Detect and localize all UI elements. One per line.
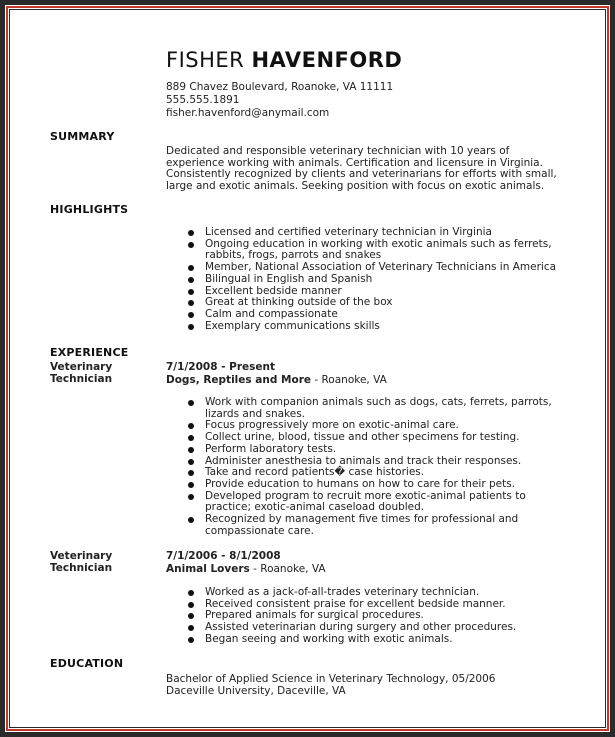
last-name: HAVENFORD	[251, 48, 403, 72]
list-item: Excellent bedside manner	[188, 286, 558, 298]
summary-heading: SUMMARY	[50, 130, 115, 143]
company-name: Dogs, Reptiles and More	[166, 374, 312, 386]
list-item: Began seeing and working with exotic animals.	[188, 634, 558, 646]
resume-name	[166, 48, 402, 72]
list-item: Member, National Association of Veterinary Technicians in America	[188, 262, 558, 274]
job-role	[50, 362, 112, 385]
list-item: Collect urine, blood, tissue and other specimens for testing.	[188, 432, 558, 444]
list-item: Take and record patients� case histories.	[188, 467, 558, 479]
list-item: Recognized by management five times for professional and compassionate care.	[188, 514, 558, 537]
list-item: Received consistent praise for excellent bedside manner.	[188, 599, 558, 611]
job-role-line: Technician	[50, 372, 113, 385]
education-block	[166, 673, 495, 697]
company-name: Animal Lovers	[166, 563, 250, 575]
job-role-line: Technician	[50, 561, 113, 574]
list-item: Exemplary communications skills	[188, 321, 558, 333]
education-school: Daceville University, Daceville, VA	[166, 685, 346, 697]
job-dates: 7/1/2008 - Present	[166, 361, 276, 373]
list-item: Perform laboratory tests.	[188, 444, 558, 456]
education-heading: EDUCATION	[50, 657, 124, 670]
list-item: Great at thinking outside of the box	[188, 297, 558, 309]
phone: 555.555.1891	[166, 94, 240, 106]
experience-heading: EXPERIENCE	[50, 346, 129, 359]
job-duties-list	[188, 587, 558, 646]
company-location: - Roanoke, VA	[249, 563, 326, 575]
job-role-line: Veterinary	[50, 361, 113, 373]
highlights-list	[188, 227, 558, 332]
first-name: FISHER	[166, 48, 245, 72]
list-item: Ongoing education in working with exotic animals such as ferrets, rabbits, frogs, parrots and snakes	[188, 239, 558, 262]
list-item: Licensed and certified veterinary technician in Virginia	[188, 227, 558, 239]
list-item: Provide education to humans on how to care for their pets.	[188, 479, 558, 491]
contact-block	[166, 81, 393, 120]
highlights-heading: HIGHLIGHTS	[50, 203, 129, 216]
job-dates: 7/1/2006 - 8/1/2008	[166, 550, 281, 562]
company-location: - Roanoke, VA	[311, 374, 387, 386]
list-item: Bilingual in English and Spanish	[188, 274, 558, 286]
list-item: Worked as a jack-of-all-trades veterinary technician.	[188, 587, 558, 599]
list-item: Administer anesthesia to animals and track their responses.	[188, 456, 558, 468]
list-item: Calm and compassionate	[188, 309, 558, 321]
list-item: Prepared animals for surgical procedures.	[188, 610, 558, 622]
education-degree: Bachelor of Applied Science in Veterinary Technology, 05/2006	[166, 673, 496, 685]
job-duties-list	[188, 397, 558, 537]
email: fisher.havenford@anymail.com	[166, 107, 330, 119]
list-item: Focus progressively more on exotic-animal care.	[188, 420, 558, 432]
job-role	[50, 551, 112, 574]
summary-text: Dedicated and responsible veterinary technician with 10 years of experience working with animals. Certification and licensure in Virginia. Consistently recognized by clients and veterinarians for efforts with small, large and exotic animals. Seeking position with focus on exotic animals.	[166, 145, 557, 193]
list-item: Assisted veterinarian during surgery and other procedures.	[188, 622, 558, 634]
job-company	[166, 374, 387, 386]
job-role-line: Veterinary	[50, 550, 113, 562]
list-item: Developed program to recruit more exotic-animal patients to practice; exotic-animal caseload doubled.	[188, 491, 558, 514]
list-item: Work with companion animals such as dogs, cats, ferrets, parrots, lizards and snakes.	[188, 397, 558, 420]
job-company	[166, 563, 326, 575]
address: 889 Chavez Boulevard, Roanoke, VA 11111	[166, 81, 394, 93]
